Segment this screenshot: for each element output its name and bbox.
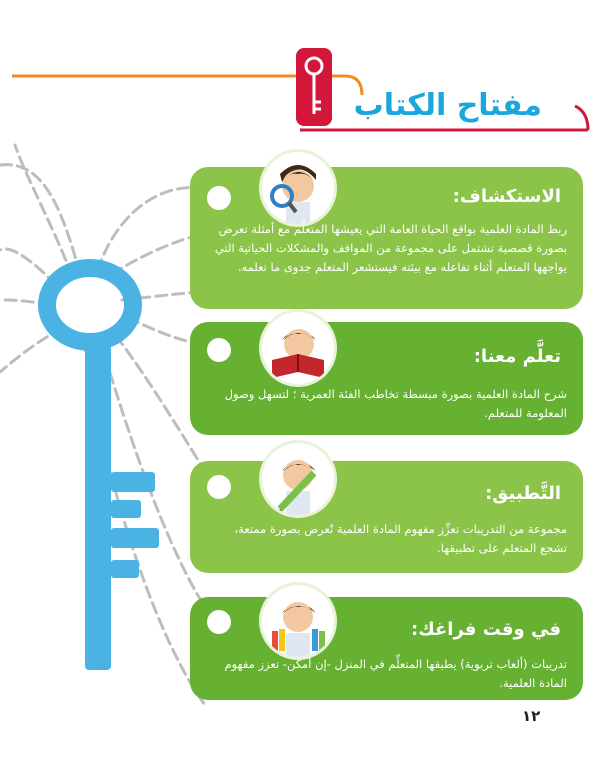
section-body: ربط المادة العلمية بواقع الحياة العامة التي يعيشها المتعلِّم مع أمثلة تعرض بصورة قصصية تشتمل على مجموعة من المواقف والمشكلات الحياتية التي يواجهها المتعلم أثناء تفاعله مع بيئته فيستشعر المتعلم جدوى ما تعلمه. — [214, 222, 567, 274]
avatar — [262, 585, 334, 657]
card-hole — [207, 475, 231, 499]
section-card-learn — [190, 322, 583, 435]
section-body: مجموعة من التدريبات تعزِّز مفهوم المادة العلمية تُعرض بصورة ممتعة، تشجع المتعلم على تطبيقها. — [234, 522, 567, 555]
avatar — [262, 312, 334, 384]
key-badge-icon — [296, 48, 332, 126]
boy-magnifier-icon — [262, 152, 334, 224]
section-card-apply — [190, 461, 583, 573]
page-title: مفتاح الكتاب — [353, 88, 542, 123]
section-title: في وقت فراغك: — [411, 619, 561, 640]
boy-brushes-icon — [262, 585, 334, 657]
avatar — [262, 152, 334, 224]
section-title: تعلَّم معنا: — [473, 346, 561, 367]
page-number: ١٢ — [522, 707, 541, 725]
section-body: تدريبات (ألعاب تربوية) يطبقها المتعلِّم في المنزل -إن أمكن- تعزز مفهوم المادة العلمية. — [224, 657, 567, 690]
boy-pencil-icon — [262, 443, 334, 515]
section-card-explore — [190, 167, 583, 309]
card-hole — [207, 186, 231, 210]
card-hole — [207, 610, 231, 634]
boy-book-icon — [262, 312, 334, 384]
section-card-free-time — [190, 597, 583, 700]
section-body: شرح المادة العلمية بصورة مبسطة تخاطب الفئة العمرية ؛ لتسهل وصول المعلومة للمتعلم. — [224, 387, 567, 420]
section-title: التَّطبيق: — [485, 483, 561, 504]
avatar — [262, 443, 334, 515]
header-red-curve — [575, 106, 588, 130]
section-title: الاستكشاف: — [452, 186, 561, 207]
card-hole — [207, 338, 231, 362]
